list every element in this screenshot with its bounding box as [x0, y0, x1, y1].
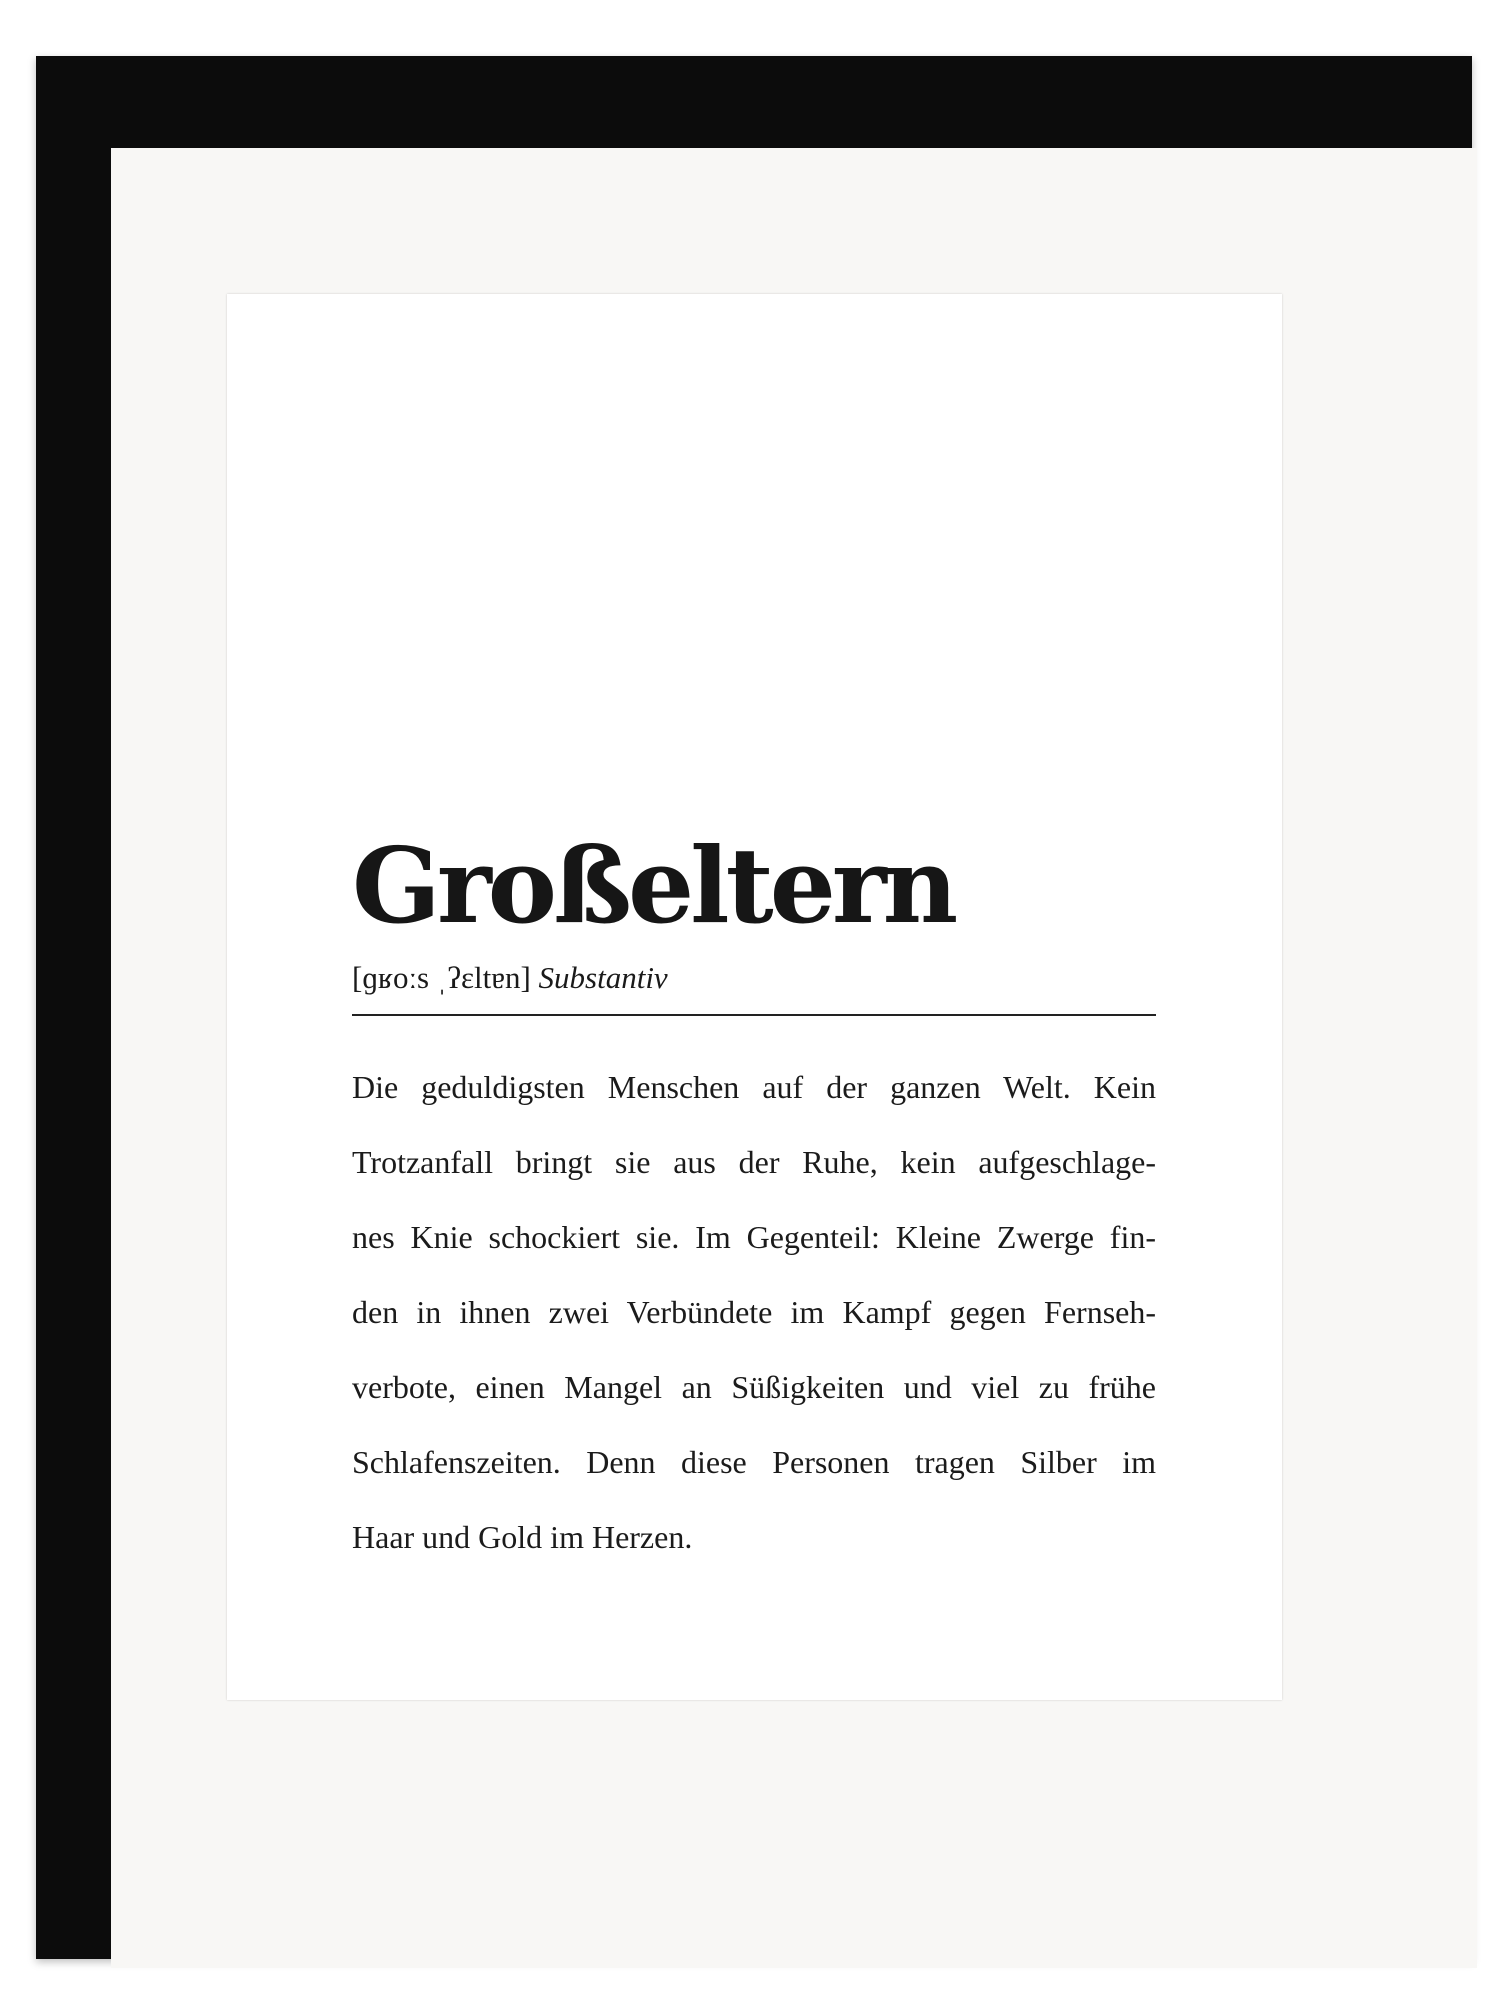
- definition-line: Die geduldigsten Menschen auf der ganzen Welt. Kein: [352, 1069, 1156, 1105]
- entry-title: Großeltern: [352, 824, 955, 947]
- definition-line: Trotzanfall bringt sie aus der Ruhe, kein aufgeschlage-: [352, 1144, 1156, 1180]
- pronunciation: [ɡʁoːs ˌʔɛltɐn]: [352, 960, 531, 995]
- definition-line: den in ihnen zwei Verbündete im Kampf gegen Fernseh-: [352, 1294, 1156, 1330]
- pronunciation-line: [352, 960, 1156, 998]
- divider-line: [352, 1014, 1156, 1016]
- definition-line: Schlafenszeiten. Denn diese Personen tragen Silber im: [352, 1444, 1156, 1480]
- definition-line: verbote, einen Mangel an Süßigkeiten und viel zu frühe: [352, 1369, 1156, 1405]
- definition-line: Haar und Gold im Herzen.: [352, 1519, 693, 1555]
- definition-text: [352, 1050, 1156, 1575]
- dictionary-entry: [352, 824, 1156, 1575]
- part-of-speech: Substantiv: [538, 960, 668, 995]
- definition-line: nes Knie schockiert sie. Im Gegenteil: Kleine Zwerge fin-: [352, 1219, 1156, 1255]
- poster-print: [227, 294, 1282, 1700]
